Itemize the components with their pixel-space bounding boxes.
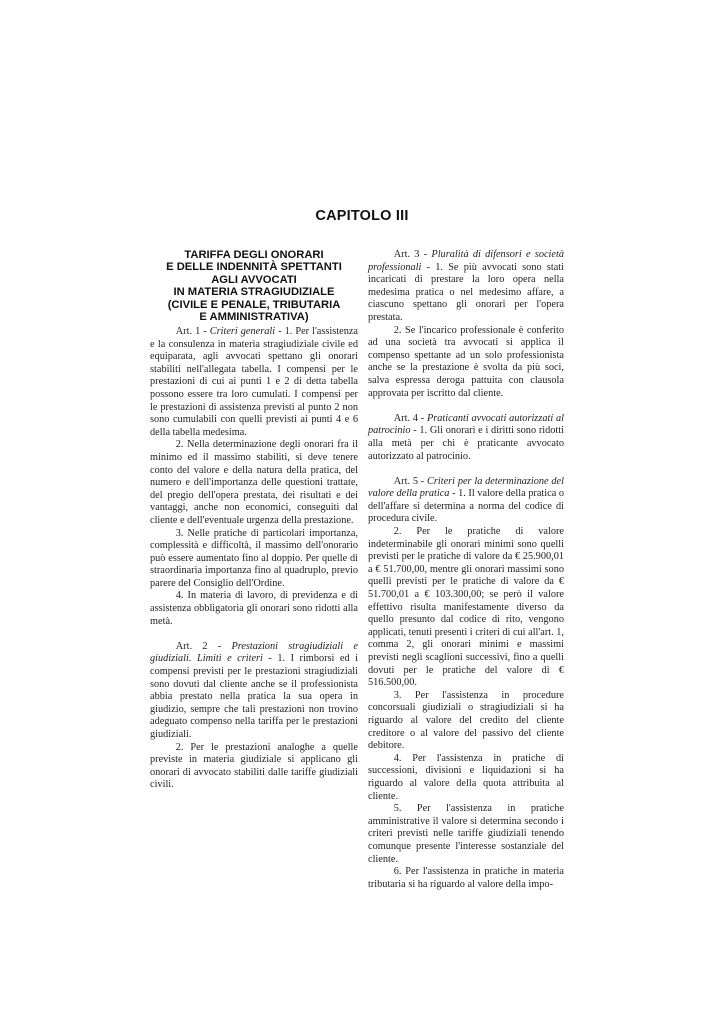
article-title: Praticanti avvocati autorizzati al patrocinio xyxy=(368,412,564,437)
section-heading xyxy=(150,249,358,323)
heading-line: IN MATERIA STRAGIUDIZIALE xyxy=(173,286,335,299)
heading-line: (CIVILE E PENALE, TRIBUTARIA xyxy=(167,298,341,311)
article-5-paragraph-1: Art. 5 - Criteri per la determinazione del valore della pratica - 1. Il valore della pratica o dell'affare si determina a norma del codice di procedura civile. xyxy=(368,475,565,525)
article-5-paragraph-6: 6. Per l'assistenza in pratiche in materia tributaria si ha riguardo al valore della impo- xyxy=(368,866,564,890)
article-3-paragraph-2: 2. Se l'incarico professionale è conferito ad una società tra avvocati si applica il compenso spettante ad un solo professionista anche se la prestazione è svolta da più soci, salva espressa deroga pattuita con clausola approvata per iscritto dal cliente. xyxy=(368,324,564,399)
article-title: Criteri generali xyxy=(209,326,276,337)
article-3-paragraph-1: Art. 3 - Pluralità di difensori e società professionali - 1. Se più avvocati sono stati incaricati di prestare la loro opera nella medesima pratica o nel medesimo affare, a ciascuno spettano gli onorari per l'opera prestata. xyxy=(368,249,564,323)
heading-line: TARIFFA DEGLI ONORARI xyxy=(184,249,324,261)
article-1-paragraph-4: 4. In materia di lavoro, di previdenza e di assistenza obbligatoria gli onorari sono ridotti alla metà. xyxy=(150,590,358,627)
article-2-paragraph-2: 2. Per le prestazioni analoghe a quelle previste in materia giudiziale si applicano gli onorari di avvocato stabiliti dalle tariffe giudiziali civili. xyxy=(150,741,358,791)
heading-line: E AMMINISTRATIVA) xyxy=(199,311,309,324)
article-1-paragraph-2: 2. Nella determinazione degli onorari fra il minimo ed il massimo stabiliti, si deve tenere conto del valore e della natura della pratica, del numero e dell'importanza delle questioni trattate, del pregio dell'opera prestata, dei risultati e dei vantaggi, anche non economici, conseguiti dal cliente e dell'eventuale urgenza della prestazione. xyxy=(150,439,358,526)
article-5-paragraph-2: 2. Per le pratiche di valore indeterminabile gli onorari minimi sono quelli previsti per le pratiche di valore da € 25.900,01 a € 51.700,00, mentre gli onorari massimi sono quelli previsti per le pratiche di valore da € 51.700,01 a € 103.300,00; se però il valore effettivo risulta manifestamente diverso da quello presunto dal codice di rito, vengono applicati, tenuti presenti i criteri di cui all'art. 1, comma 2, gli onorari minimi e massimi previsti negli scaglioni successivi, fino a quelli dovuti per le pratiche del valore di € 516.500,00. xyxy=(368,526,564,689)
article-title: Criteri per la determinazione del valore della pratica xyxy=(368,475,564,500)
article-2-paragraph-1: Art. 2 - Prestazioni stragiudiziali e giudiziali. Limiti e criteri - 1. I rimborsi ed i compensi previsti per le prestazioni stragiudiziali sono dovuti dal cliente anche se il professionista abbia prestato nella pratica la sua opera in giudizio, sempre che tali prestazioni non trovino adeguato compenso nella tariffa per le prestazioni giudiziali. xyxy=(150,640,359,740)
right-column xyxy=(368,249,564,891)
article-4-paragraph-1: Art. 4 - Praticanti avvocati autorizzati al patrocinio - 1. Gli onorari e i diritti sono ridotti alla metà per chi è praticante avvocato autorizzato al patrocinio. xyxy=(368,412,564,462)
article-title: Pluralità di difensori e società professionali xyxy=(368,249,564,273)
article-5-paragraph-3: 3. Per l'assistenza in procedure concorsuali giudiziali o stragiudiziali si ha riguardo al valore del credito del cliente creditore o al valore del passivo del cliente debitore. xyxy=(368,689,564,752)
heading-line: AGLI AVVOCATI xyxy=(211,273,297,286)
left-column xyxy=(150,326,358,792)
article-title: Prestazioni stragiudiziali e giudiziali. Limiti e criteri xyxy=(150,640,358,665)
article-5-paragraph-5: 5. Per l'assistenza in pratiche amministrative il valore si determina secondo i criteri previsti nelle tariffe giudiziali tenendo comunque presente l'interesse sostanziale del cliente. xyxy=(368,803,564,865)
article-1-paragraph-3: 3. Nelle pratiche di particolari importanza, complessità e difficoltà, il massimo dell'onorario può essere aumentato fino al doppio. Per quelle di straordinaria importanza fino al quadruplo, previo parere del Consiglio dell'Ordine. xyxy=(150,527,358,589)
article-1-paragraph-1: Art. 1 - Criteri generali - 1. Per l'assistenza e la consulenza in materia stragiudiziale civile ed equiparata, agli avvocati spettano gli onorari stabiliti nell'allegata tabella. I compensi per le prestazioni di cui ai punti 1 e 2 di detta tabella possono essere tra loro cumulati. I compensi per le prestazioni di assistenza previsti al punto 2 non sono cumulabili con quelli previsti ai punti 4 e 6 della tabella medesima. xyxy=(150,326,358,438)
heading-line: E DELLE INDENNITÀ SPETTANTI xyxy=(166,261,342,274)
chapter-title: CAPITOLO III xyxy=(315,208,409,224)
article-5-paragraph-4: 4. Per l'assistenza in pratiche di successioni, divisioni e liquidazioni si ha riguardo al valore della quota attribuita al cliente. xyxy=(368,752,564,802)
